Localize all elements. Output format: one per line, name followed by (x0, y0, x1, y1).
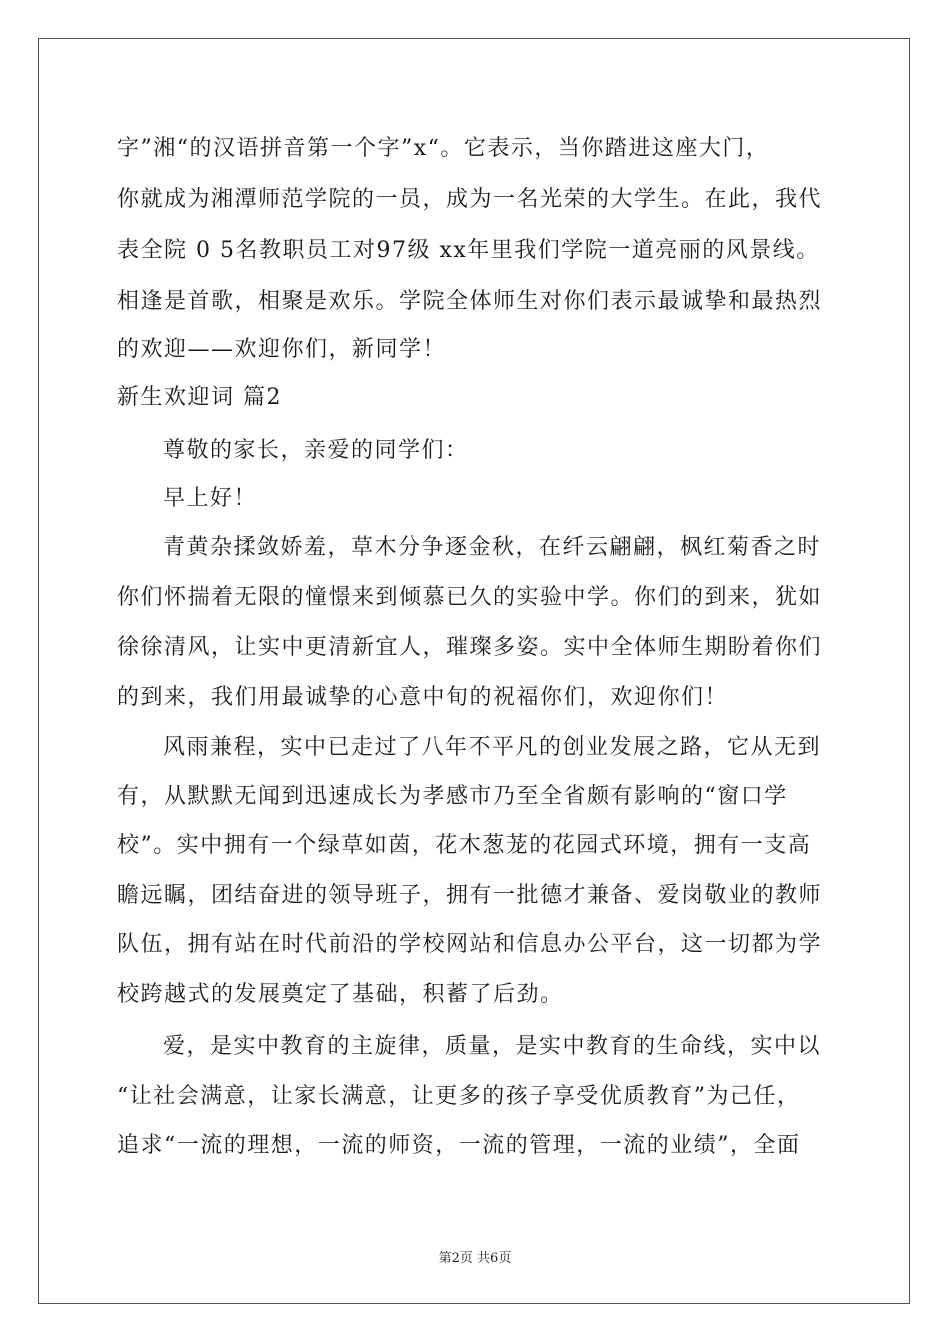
text-line: 青黄杂揉敛娇羞，草木分争逐金秋，在纤云翩翩，枫红菊香之时 (163, 535, 822, 560)
text-line: 风雨兼程，实中已走过了八年不平凡的创业发展之路，它从无到 (163, 735, 822, 760)
text-line: 的到来，我们用最诚挚的心意中旬的祝福你们，欢迎你们！ (117, 685, 729, 710)
text-line: 你就成为湘潭师范学院的一员，成为一名光荣的大学生。在此，我代 (117, 187, 823, 212)
text-line: 徐徐清风，让实中更清新宜人，璀璨多姿。实中全体师生期盼着你们 (117, 635, 823, 660)
text-line: 你们怀揣着无限的憧憬来到倾慕已久的实验中学。你们的到来，犹如 (117, 585, 823, 610)
text-line: 追求“一流的理想，一流的师资，一流的管理，一流的业绩”，全面 (117, 1133, 801, 1158)
greeting: 早上好！ (163, 486, 258, 511)
page-border (38, 38, 910, 1304)
text-line: 的欢迎——欢迎你们，新同学！ (117, 337, 447, 362)
text-line: 爱，是实中教育的主旋律，质量，是实中教育的生命线，实中以 (163, 1034, 822, 1059)
text-line: 瞻远瞩，团结奋进的领导班子，拥有一批德才兼备、爱岗敬业的教师 (117, 883, 823, 908)
salutation: 尊敬的家长，亲爱的同学们： (163, 438, 469, 463)
text-line: 有，从默默无闻到迅速成长为孝感市乃至全省颇有影响的“窗口学 (117, 784, 788, 809)
text-line: “让社会满意，让家长满意，让更多的孩子享受优质教育”为己任， (117, 1084, 801, 1109)
text-line: 表全院 0 5名教职员工对97级 xx年里我们学院一道亮丽的风景线。 (117, 238, 820, 263)
text-line: 校跨越式的发展奠定了基础，积蓄了后劲。 (117, 982, 564, 1007)
section-heading: 新生欢迎词 篇2 (117, 385, 282, 410)
page-number: 第2页 共6页 (438, 1251, 512, 1266)
text-line: 相逢是首歌，相聚是欢乐。学院全体师生对你们表示最诚挚和最热烈 (117, 289, 823, 314)
text-line: 校”。实中拥有一个绿草如茵，花木葱茏的花园式环境，拥有一支高 (117, 833, 812, 858)
text-line: 队伍，拥有站在时代前沿的学校网站和信息办公平台，这一切都为学 (117, 932, 823, 957)
text-line: 字”湘“的汉语拼音第一个字”x“。它表示，当你踏进这座大门， (117, 136, 770, 161)
